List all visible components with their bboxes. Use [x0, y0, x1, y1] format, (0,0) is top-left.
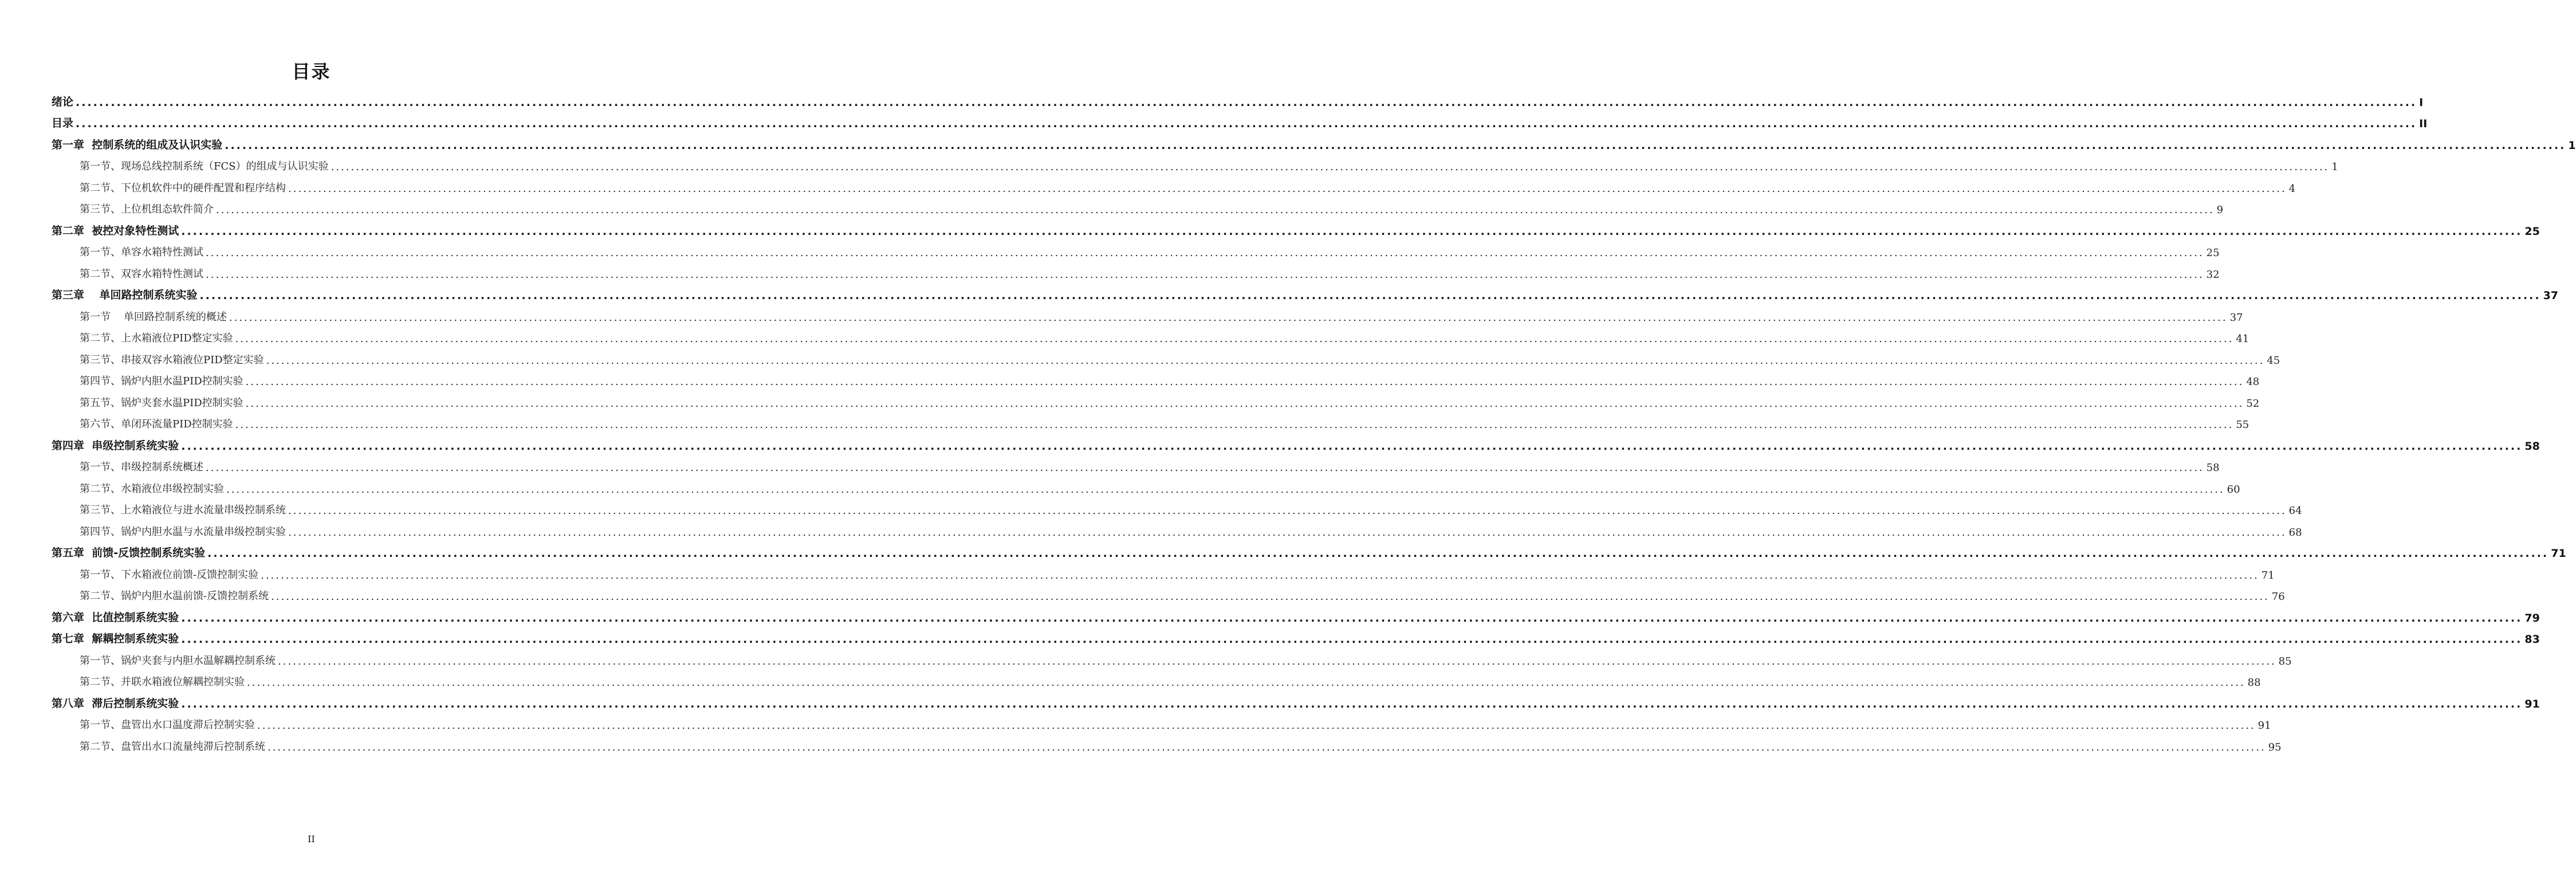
toc-section-entry[interactable] [0, 714, 2271, 736]
toc-dot-leader: ................................................................................................................................................................................................................................................................................................................................................................................................................ [235, 333, 2234, 345]
toc-dot-leader: ................................................................................................................................................................................................................................................................................................................................................................................................................ [76, 117, 2417, 130]
toc-entry-page-number: 48 [2246, 376, 2260, 388]
toc-entry-page-number: 79 [2524, 611, 2540, 624]
toc-entry-label: 第三节、上位机组态软件简介 [80, 203, 214, 215]
toc-entry-label: 第八章 滞后控制系统实验 [52, 697, 179, 710]
toc-chapter-entry[interactable] [0, 692, 2540, 714]
toc-section-entry[interactable] [0, 413, 2249, 435]
toc-entry-page-number: 68 [2288, 526, 2302, 539]
toc-section-entry[interactable] [0, 327, 2249, 349]
toc-entry-page-number: 25 [2524, 225, 2540, 238]
toc-section-entry[interactable] [0, 176, 2296, 198]
toc-entry-label: 第二章 被控对象特性测试 [52, 224, 179, 237]
toc-dot-leader: ................................................................................................................................................................................................................................................................................................................................................................................................................ [266, 354, 2265, 367]
toc-entry-label: 第一章 控制系统的组成及认识实验 [52, 138, 223, 151]
toc-entry-page-number: 32 [2206, 268, 2220, 281]
toc-entry-label: 第六节、单闭环流量PID控制实验 [80, 418, 233, 430]
toc-section-entry[interactable] [0, 262, 2220, 284]
toc-entry-label: 第一节、串级控制系统概述 [80, 461, 203, 473]
toc-entry-page-number: 91 [2258, 720, 2271, 732]
toc-entry-label: 第七章 解耦控制系统实验 [52, 632, 179, 645]
toc-entry-page-number: 91 [2524, 697, 2540, 710]
toc-section-entry[interactable] [0, 477, 2240, 499]
toc-entry-label: 第二节、盘管出水口流量纯滞后控制系统 [80, 740, 265, 753]
toc-dot-leader: ................................................................................................................................................................................................................................................................................................................................................................................................................ [245, 397, 2244, 410]
toc-entry-label: 第一节、现场总线控制系统（FCS）的组成与认识实验 [80, 160, 329, 172]
page-number-footer: II [308, 834, 315, 844]
toc-entry-page-number: 85 [2278, 655, 2292, 667]
toc-section-entry[interactable] [0, 456, 2220, 478]
toc-dot-leader: ................................................................................................................................................................................................................................................................................................................................................................................................................ [225, 139, 2566, 152]
toc-dot-leader: ................................................................................................................................................................................................................................................................................................................................................................................................................ [261, 569, 2259, 582]
toc-dot-leader: ................................................................................................................................................................................................................................................................................................................................................................................................................ [268, 741, 2266, 753]
toc-dot-leader: ................................................................................................................................................................................................................................................................................................................................................................................................................ [206, 268, 2204, 281]
toc-entry-page-number: 58 [2206, 462, 2220, 474]
toc-entry-page-number: 71 [2551, 547, 2566, 560]
toc-dot-leader: ................................................................................................................................................................................................................................................................................................................................................................................................................ [288, 526, 2287, 539]
toc-dot-leader: ................................................................................................................................................................................................................................................................................................................................................................................................................ [181, 611, 2523, 624]
toc-entry-page-number: 76 [2271, 591, 2285, 603]
toc-dot-leader: ................................................................................................................................................................................................................................................................................................................................................................................................................ [245, 376, 2244, 388]
toc-entry-page-number: 1 [2568, 139, 2576, 152]
toc-chapter-entry[interactable] [0, 434, 2540, 456]
toc-entry-page-number: I [2419, 96, 2424, 109]
toc-section-entry[interactable] [0, 305, 2243, 327]
toc-entry-label: 第一节、锅炉夹套与内胆水温解耦控制系统 [80, 654, 276, 667]
toc-chapter-entry[interactable] [0, 133, 2576, 155]
toc-section-entry[interactable] [0, 671, 2261, 693]
toc-chapter-entry[interactable] [0, 606, 2540, 628]
toc-entry-label: 第四节、锅炉内胆水温与水流量串级控制实验 [80, 525, 286, 538]
toc-entry-label: 第五节、锅炉夹套水温PID控制实验 [80, 396, 243, 409]
toc-entry-page-number: 60 [2227, 483, 2240, 496]
toc-dot-leader: ................................................................................................................................................................................................................................................................................................................................................................................................................ [206, 462, 2204, 474]
toc-section-entry[interactable] [0, 585, 2285, 607]
toc-dot-leader: ................................................................................................................................................................................................................................................................................................................................................................................................................ [247, 677, 2245, 689]
toc-dot-leader: ................................................................................................................................................................................................................................................................................................................................................................................................................ [216, 204, 2215, 216]
toc-dot-leader: ................................................................................................................................................................................................................................................................................................................................................................................................................ [278, 655, 2276, 667]
toc-entry-page-number: 9 [2216, 204, 2224, 216]
toc-dot-leader: ................................................................................................................................................................................................................................................................................................................................................................................................................ [181, 633, 2523, 646]
toc-entry-label: 第三节、串接双容水箱液位PID整定实验 [80, 353, 264, 366]
toc-entry-page-number: 52 [2246, 397, 2260, 410]
toc-section-entry[interactable] [0, 499, 2302, 521]
toc-dot-leader: ................................................................................................................................................................................................................................................................................................................................................................................................................ [271, 591, 2270, 603]
toc-section-entry[interactable] [0, 649, 2292, 671]
toc-entry-page-number: 37 [2229, 311, 2243, 324]
toc-entry-label: 绪论 [52, 95, 74, 108]
toc-entry-page-number: 1 [2331, 161, 2338, 173]
toc-section-entry[interactable] [0, 370, 2260, 392]
toc-dot-leader: ................................................................................................................................................................................................................................................................................................................................................................................................................ [226, 483, 2225, 496]
toc-entry-label: 第五章 前馈-反馈控制系统实验 [52, 547, 206, 559]
toc-chapter-entry[interactable] [0, 284, 2559, 306]
toc-entry-page-number: 58 [2524, 439, 2540, 453]
toc-entry-label: 第一节、盘管出水口温度滞后控制实验 [80, 719, 255, 731]
toc-chapter-entry[interactable] [0, 219, 2540, 241]
table-of-contents [0, 91, 2576, 757]
toc-section-entry[interactable] [0, 735, 2282, 757]
toc-chapter-entry[interactable] [0, 112, 2428, 134]
toc-entry-label: 第四章 串级控制系统实验 [52, 439, 179, 452]
toc-entry-page-number: 4 [2288, 182, 2296, 195]
toc-dot-leader: ................................................................................................................................................................................................................................................................................................................................................................................................................ [206, 247, 2204, 259]
toc-entry-label: 第三章 单回路控制系统实验 [52, 289, 198, 301]
toc-section-entry[interactable] [0, 520, 2302, 542]
toc-entry-label: 第二节、上水箱液位PID整定实验 [80, 332, 233, 344]
toc-entry-label: 第一节、单容水箱特性测试 [80, 246, 203, 258]
toc-entry-label: 第二节、水箱液位串级控制实验 [80, 482, 224, 495]
toc-entry-label: 第三节、上水箱液位与进水流量串级控制系统 [80, 504, 286, 516]
toc-entry-page-number: 95 [2268, 741, 2282, 753]
toc-section-entry[interactable] [0, 563, 2275, 585]
toc-entry-page-number: 71 [2261, 569, 2275, 582]
toc-entry-page-number: 41 [2236, 333, 2249, 345]
toc-entry-label: 第二节、锅炉内胆水温前馈-反馈控制系统 [80, 590, 269, 602]
toc-chapter-entry[interactable] [0, 542, 2566, 564]
toc-entry-page-number: 37 [2543, 289, 2559, 302]
toc-dot-leader: ................................................................................................................................................................................................................................................................................................................................................................................................................ [229, 311, 2228, 324]
toc-chapter-entry[interactable] [0, 91, 2424, 112]
toc-entry-label: 第二节、下位机软件中的硬件配置和程序结构 [80, 182, 286, 194]
toc-section-entry[interactable] [0, 391, 2260, 413]
toc-section-entry[interactable] [0, 241, 2220, 263]
toc-entry-page-number: 25 [2206, 247, 2220, 259]
toc-entry-label: 目录 [52, 117, 74, 129]
toc-dot-leader: ................................................................................................................................................................................................................................................................................................................................................................................................................ [181, 225, 2523, 238]
toc-entry-page-number: 45 [2267, 354, 2280, 367]
toc-entry-label: 第六章 比值控制系统实验 [52, 611, 179, 624]
toc-entry-label: 第一节、下水箱液位前馈-反馈控制实验 [80, 568, 259, 581]
toc-dot-leader: ................................................................................................................................................................................................................................................................................................................................................................................................................ [235, 419, 2234, 431]
toc-dot-leader: ................................................................................................................................................................................................................................................................................................................................................................................................................ [181, 697, 2523, 710]
toc-dot-leader: ................................................................................................................................................................................................................................................................................................................................................................................................................ [331, 161, 2330, 173]
toc-entry-page-number: 88 [2247, 677, 2261, 689]
toc-entry-page-number: 55 [2236, 419, 2249, 431]
toc-section-entry[interactable] [0, 155, 2338, 177]
toc-dot-leader: ................................................................................................................................................................................................................................................................................................................................................................................................................ [207, 547, 2549, 560]
toc-entry-page-number: II [2419, 117, 2428, 130]
toc-entry-page-number: 64 [2288, 505, 2302, 517]
toc-section-entry[interactable] [0, 198, 2224, 220]
page-title: 目录 [292, 61, 331, 82]
toc-dot-leader: ................................................................................................................................................................................................................................................................................................................................................................................................................ [181, 439, 2523, 453]
toc-chapter-entry[interactable] [0, 628, 2540, 650]
toc-entry-label: 第二节、并联水箱液位解耦控制实验 [80, 676, 245, 688]
toc-entry-label: 第一节 单回路控制系统的概述 [80, 311, 227, 323]
toc-entry-label: 第二节、双容水箱特性测试 [80, 268, 203, 280]
toc-dot-leader: ................................................................................................................................................................................................................................................................................................................................................................................................................ [288, 182, 2287, 195]
toc-entry-page-number: 83 [2524, 633, 2540, 646]
toc-dot-leader: ................................................................................................................................................................................................................................................................................................................................................................................................................ [288, 505, 2287, 517]
toc-dot-leader: ................................................................................................................................................................................................................................................................................................................................................................................................................ [199, 289, 2541, 302]
toc-section-entry[interactable] [0, 348, 2280, 370]
toc-entry-label: 第四节、锅炉内胆水温PID控制实验 [80, 375, 243, 387]
toc-dot-leader: ................................................................................................................................................................................................................................................................................................................................................................................................................ [76, 96, 2417, 109]
toc-dot-leader: ................................................................................................................................................................................................................................................................................................................................................................................................................ [257, 720, 2256, 732]
